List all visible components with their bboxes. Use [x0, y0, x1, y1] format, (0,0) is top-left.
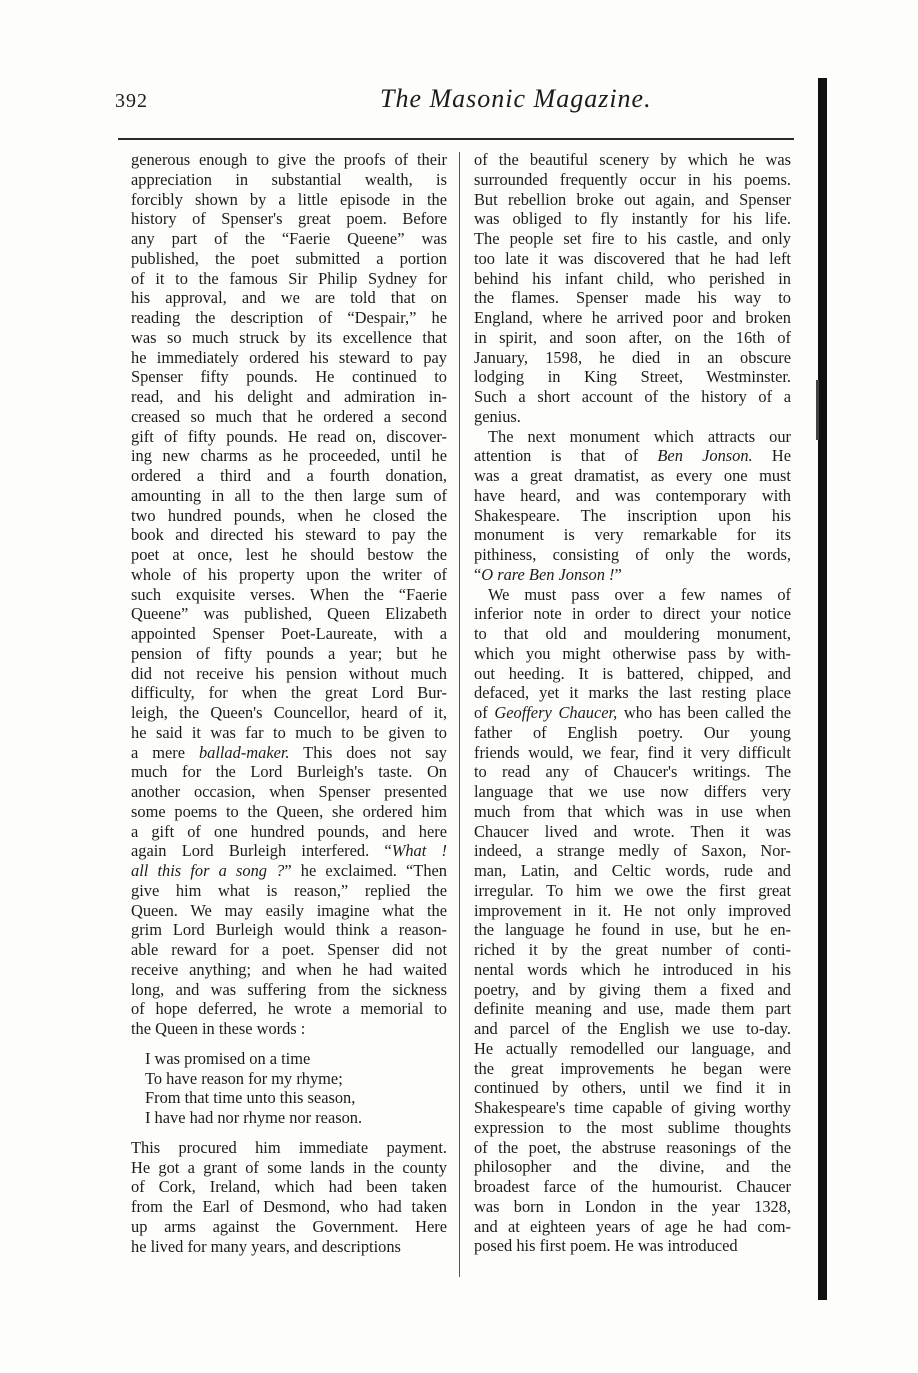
text-line: “O rare Ben Jonson !”	[474, 564, 622, 584]
text-line: was a great dramatist, as every one must	[474, 466, 791, 485]
text-line: lodging in King Street, Westminster.	[474, 367, 791, 387]
text-line: language that we use now differs very	[474, 782, 791, 801]
text-line: man, Latin, and Celtic words, rude and	[474, 861, 791, 880]
text-line: the Queen in these words :	[131, 1019, 306, 1038]
text-line: to read any of Chaucer's writings. The	[474, 762, 791, 782]
text-line: The people set fire to his castle, and only	[474, 229, 791, 248]
text-line: to that old and mouldering monument,	[474, 624, 791, 643]
text-line: ing new charms as he proceeded, until he	[131, 446, 447, 466]
text-line: This procured him immediate payment.	[131, 1137, 447, 1157]
text-line: gift of fifty pounds. He read on, discover-	[131, 426, 447, 446]
text-line: again Lord Burleigh interfered. “What !	[131, 841, 447, 861]
text-line: From that time unto this season,	[145, 1088, 356, 1108]
text-line: was so much struck by its excellence that	[131, 327, 447, 347]
text-line: the language he found in use, but he en-	[474, 920, 791, 940]
text-line: of Cork, Ireland, which had been taken	[131, 1177, 447, 1197]
text-line: inferior note in order to direct your notice	[474, 604, 791, 624]
text-line: two hundred pounds, when he closed the	[131, 505, 447, 525]
left-column-lines	[131, 150, 447, 1039]
text-line: of the poet, the abstruse reasonings of the	[474, 1137, 791, 1157]
text-line: which you might otherwise pass by with-	[474, 643, 791, 663]
text-line: give him what is reason,” replied the	[131, 880, 447, 900]
text-line: Such a short account of the history of a	[474, 387, 791, 406]
text-line: Shakespeare's time capable of giving worthy	[474, 1098, 791, 1117]
text-line: improvement in it. He not only improved	[474, 900, 791, 920]
page-header	[115, 84, 795, 128]
page-number: 392	[115, 90, 148, 112]
text-line: grim Lord Burleigh would think a reason-	[131, 920, 447, 940]
text-line: of it to the famous Sir Philip Sydney for	[131, 268, 447, 288]
text-line: But rebellion broke out again, and Spenser	[474, 189, 791, 209]
text-line: in spirit, and soon after, on the 16th of	[474, 327, 791, 347]
text-line: another occasion, when Spenser presented	[131, 782, 447, 801]
text-line: definite meaning and use, made them part	[474, 999, 791, 1019]
text-line: expression to the most sublime thoughts	[474, 1117, 791, 1137]
text-line: defaced, yet it marks the last resting place	[474, 683, 791, 703]
text-line: To have reason for my rhyme;	[145, 1068, 343, 1088]
text-line: nental words which he introduced in his	[474, 959, 791, 979]
text-line: The next monument which attracts our	[488, 426, 791, 446]
text-line: and parcel of the English we use to-day.	[474, 1019, 791, 1038]
text-line: from the Earl of Desmond, who had taken	[131, 1197, 447, 1216]
text-line: leigh, the Queen's Councellor, heard of it,	[131, 703, 447, 722]
text-line: published, the poet submitted a portion	[131, 248, 447, 268]
text-line: He got a grant of some lands in the county	[131, 1157, 447, 1177]
page-edge-mark	[816, 380, 819, 440]
right-column-lines	[474, 150, 791, 1256]
text-line: some poems to the Queen, she ordered him	[131, 801, 447, 821]
text-line: riched it by the great number of conti-	[474, 940, 791, 959]
text-line: too late it was discovered that he had left	[474, 248, 791, 268]
text-line: Chaucer lived and wrote. Then it was	[474, 821, 791, 841]
text-line: a gift of one hundred pounds, and here	[131, 821, 447, 841]
text-line: long, and was suffering from the sickness	[131, 979, 447, 999]
text-line: out heeding. It is battered, chipped, and	[474, 663, 791, 683]
text-line: posed his first poem. He was introduced	[474, 1236, 738, 1256]
text-line: his approval, and we are told that on	[131, 288, 447, 308]
text-line: book and directed his steward to pay the	[131, 525, 447, 545]
text-line: behind his infant child, who perished in	[474, 268, 791, 288]
text-line: irregular. To him we owe the first great	[474, 880, 791, 900]
left-column	[131, 150, 447, 1256]
text-line: read, and his delight and admiration in-	[131, 387, 447, 406]
text-line: We must pass over a few names of	[488, 584, 791, 604]
page-edge-shadow	[818, 78, 827, 1300]
left-column-end-lines	[131, 1138, 447, 1257]
text-line: difficulty, for when the great Lord Bur-	[131, 683, 447, 703]
text-line: much for the Lord Burleigh's taste. On	[131, 762, 447, 782]
text-line: indeed, a strange medly of Saxon, Nor-	[474, 841, 791, 861]
text-line: such exquisite verses. When the “Faerie	[131, 584, 447, 604]
running-title: The Masonic Magazine.	[380, 84, 652, 113]
text-line: pithiness, consisting of only the words,	[474, 545, 791, 564]
text-line: of the beautiful scenery by which he was	[474, 150, 791, 169]
text-line: friends would, we fear, find it very difficult	[474, 742, 791, 762]
text-line: poet at once, lest he should bestow the	[131, 545, 447, 564]
text-line: Shakespeare. The inscription upon his	[474, 505, 791, 525]
text-line: I was promised on a time	[145, 1048, 311, 1068]
text-line: he lived for many years, and descriptions	[131, 1236, 401, 1256]
text-line: the great improvements he began were	[474, 1058, 791, 1078]
text-line: reading the description of “Despair,” he	[131, 308, 447, 327]
verse-block	[131, 1049, 447, 1128]
text-line: appreciation in substantial wealth, is	[131, 169, 447, 189]
column-divider	[459, 152, 460, 1277]
text-line: surrounded frequently occur in his poems.	[474, 169, 791, 189]
verse-gap-top	[131, 1039, 447, 1049]
text-line: amounting in all to the then large sum of	[131, 485, 447, 505]
text-line: He actually remodelled our language, and	[474, 1038, 791, 1058]
verse-gap-bottom	[131, 1128, 447, 1138]
text-line: a mere ballad-maker. This does not say	[131, 742, 447, 762]
text-line: he said it was far to much to be given to	[131, 722, 447, 742]
text-line: the flames. Spenser made his way to	[474, 288, 791, 308]
text-line: any part of the “Faerie Queene” was	[131, 229, 447, 248]
text-line: broadest farce of the humourist. Chaucer	[474, 1177, 791, 1196]
text-line: and at eighteen years of age he had com-	[474, 1216, 791, 1236]
text-line: generous enough to give the proofs of their	[131, 150, 447, 169]
text-line: ordered a third and a fourth donation,	[131, 466, 447, 485]
text-line: able reward for a poet. Spenser did not	[131, 940, 447, 959]
text-line: monument is very remarkable for its	[474, 525, 791, 545]
text-line: poetry, and by giving them a fixed and	[474, 979, 791, 999]
text-line: attention is that of Ben Jonson. He	[474, 446, 791, 466]
text-line: January, 1598, he died in an obscure	[474, 347, 791, 367]
text-line: of Geoffery Chaucer, who has been called the	[474, 703, 791, 722]
text-line: pension of fifty pounds a year; but he	[131, 643, 447, 663]
text-line: was born in London in the year 1328,	[474, 1196, 791, 1216]
text-line: Spenser fifty pounds. He continued to	[131, 367, 447, 387]
text-line: I have had nor rhyme nor reason.	[145, 1108, 363, 1127]
text-line: England, where he arrived poor and broken	[474, 308, 791, 327]
text-line: father of English poetry. Our young	[474, 722, 791, 742]
text-line: whole of his property upon the writer of	[131, 564, 447, 584]
text-line: Queene” was published, Queen Elizabeth	[131, 604, 447, 624]
text-line: philosopher and the divine, and the	[474, 1157, 791, 1177]
header-rule	[118, 138, 794, 140]
text-line: have heard, and was contemporary with	[474, 485, 791, 505]
text-line: all this for a song ?” he exclaimed. “Then	[131, 861, 447, 880]
text-line: up arms against the Government. Here	[131, 1216, 447, 1236]
text-line: he immediately ordered his steward to pay	[131, 347, 447, 367]
text-line: continued by others, until we find it in	[474, 1078, 791, 1098]
text-line: much from that which was in use when	[474, 801, 791, 821]
text-line: creased so much that he ordered a second	[131, 406, 447, 426]
text-line: forcibly shown by a little episode in the	[131, 189, 447, 209]
text-line: did not receive his pension without much	[131, 663, 447, 683]
text-line: genius.	[474, 406, 521, 426]
text-line: appointed Spenser Poet-Laureate, with a	[131, 624, 447, 643]
text-line: history of Spenser's great poem. Before	[131, 209, 447, 229]
text-line: Queen. We may easily imagine what the	[131, 900, 447, 920]
right-column	[474, 150, 791, 1256]
text-line: receive anything; and when he had waited	[131, 959, 447, 979]
text-line: of hope deferred, he wrote a memorial to	[131, 999, 447, 1019]
text-line: was obliged to fly instantly for his life.	[474, 209, 791, 229]
